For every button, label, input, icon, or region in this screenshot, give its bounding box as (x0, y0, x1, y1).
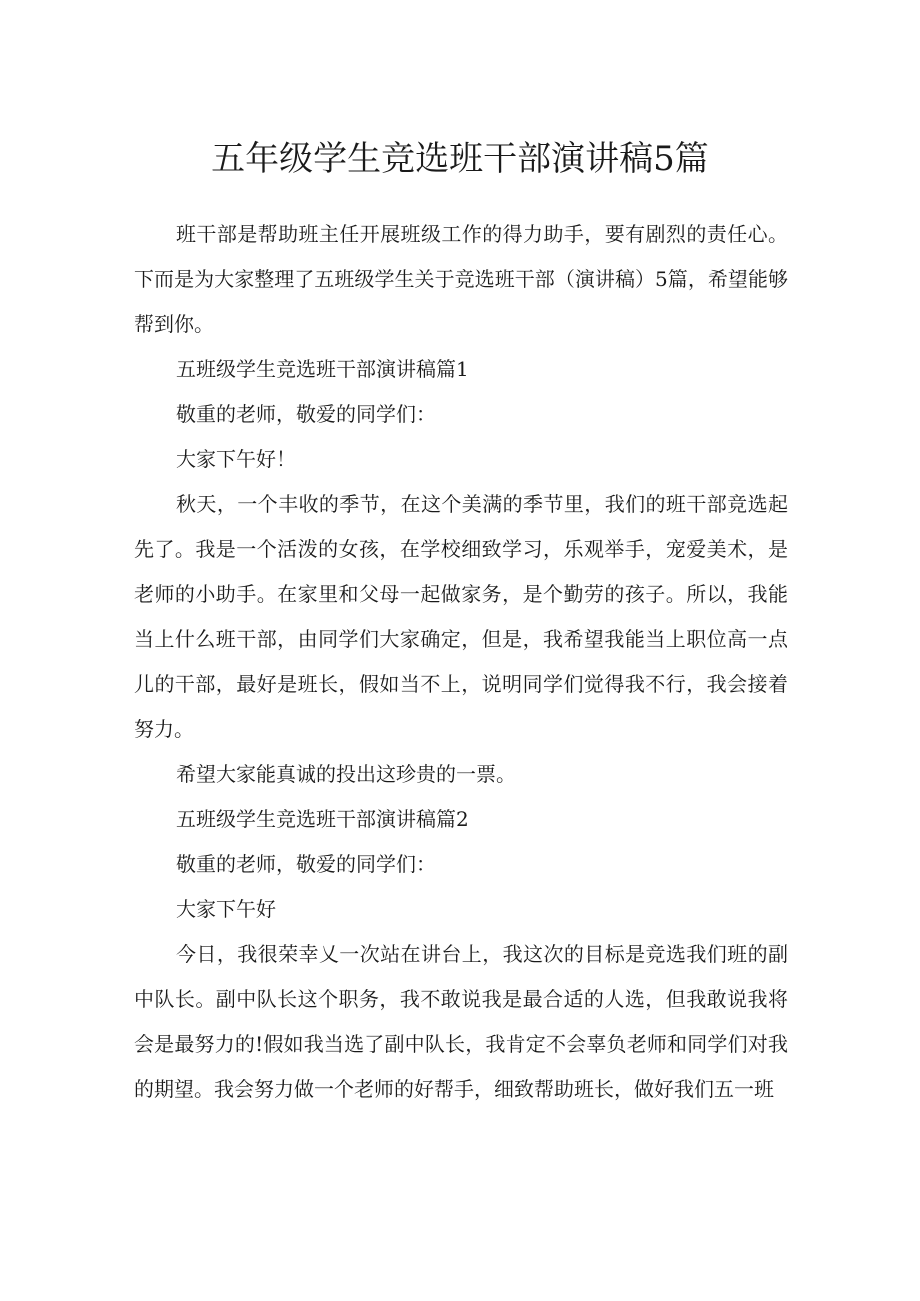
greeting-2: 大家下午好 (176, 897, 276, 921)
document-body (134, 212, 788, 1112)
speech-paragraph-1: 秋天，一个丰收的季节，在这个美满的季节里，我们的班干部竞选起先了。我是一个活泼的女孩，在学校细致学习，乐观举手，宠爱美术，是老师的小助手。在家里和父母一起做家务，是个勤劳的孩子。所以，我能当上什么班干部，由同学们大家确定，但是，我希望我能当上职位高一点儿的干部，最好是班长，假如当不上，说明同学们觉得我不行，我会接着努力。 (134, 492, 788, 741)
section-heading-2: 五班级学生竞选班干部演讲稿篇2 (176, 807, 469, 831)
salutation-2: 敬重的老师，敬爱的同学们： (176, 852, 436, 876)
document-title: 五年级学生竞选班干部演讲稿5篇 (211, 139, 709, 179)
closing-paragraph-1: 希望大家能真诚的投出这珍贵的一票。 (176, 762, 516, 786)
greeting-1: 大家下午好！ (176, 447, 296, 471)
section-heading-1: 五班级学生竞选班干部演讲稿篇1 (176, 357, 469, 381)
salutation-1: 敬重的老师，敬爱的同学们： (176, 402, 436, 426)
speech-paragraph-2: 今日，我很荣幸乂一次站在讲台上，我这次的目标是竞选我们班的副中队长。副中队长这个职务，我不敢说我是最合适的人选，但我敢说我将会是最努力的!假如我当选了副中队长，我肯定不会辜负老师和同学们对我的期望。我会努力做一个老师的好帮手，细致帮助班长，做好我们五一班 (134, 942, 788, 1101)
intro-paragraph: 班干部是帮助班主任开展班级工作的得力助手，要有剧烈的责任心。下而是为大家整理了五班级学生关于竞选班干部（演讲稿）5篇，希望能够帮到你。 (134, 222, 788, 336)
